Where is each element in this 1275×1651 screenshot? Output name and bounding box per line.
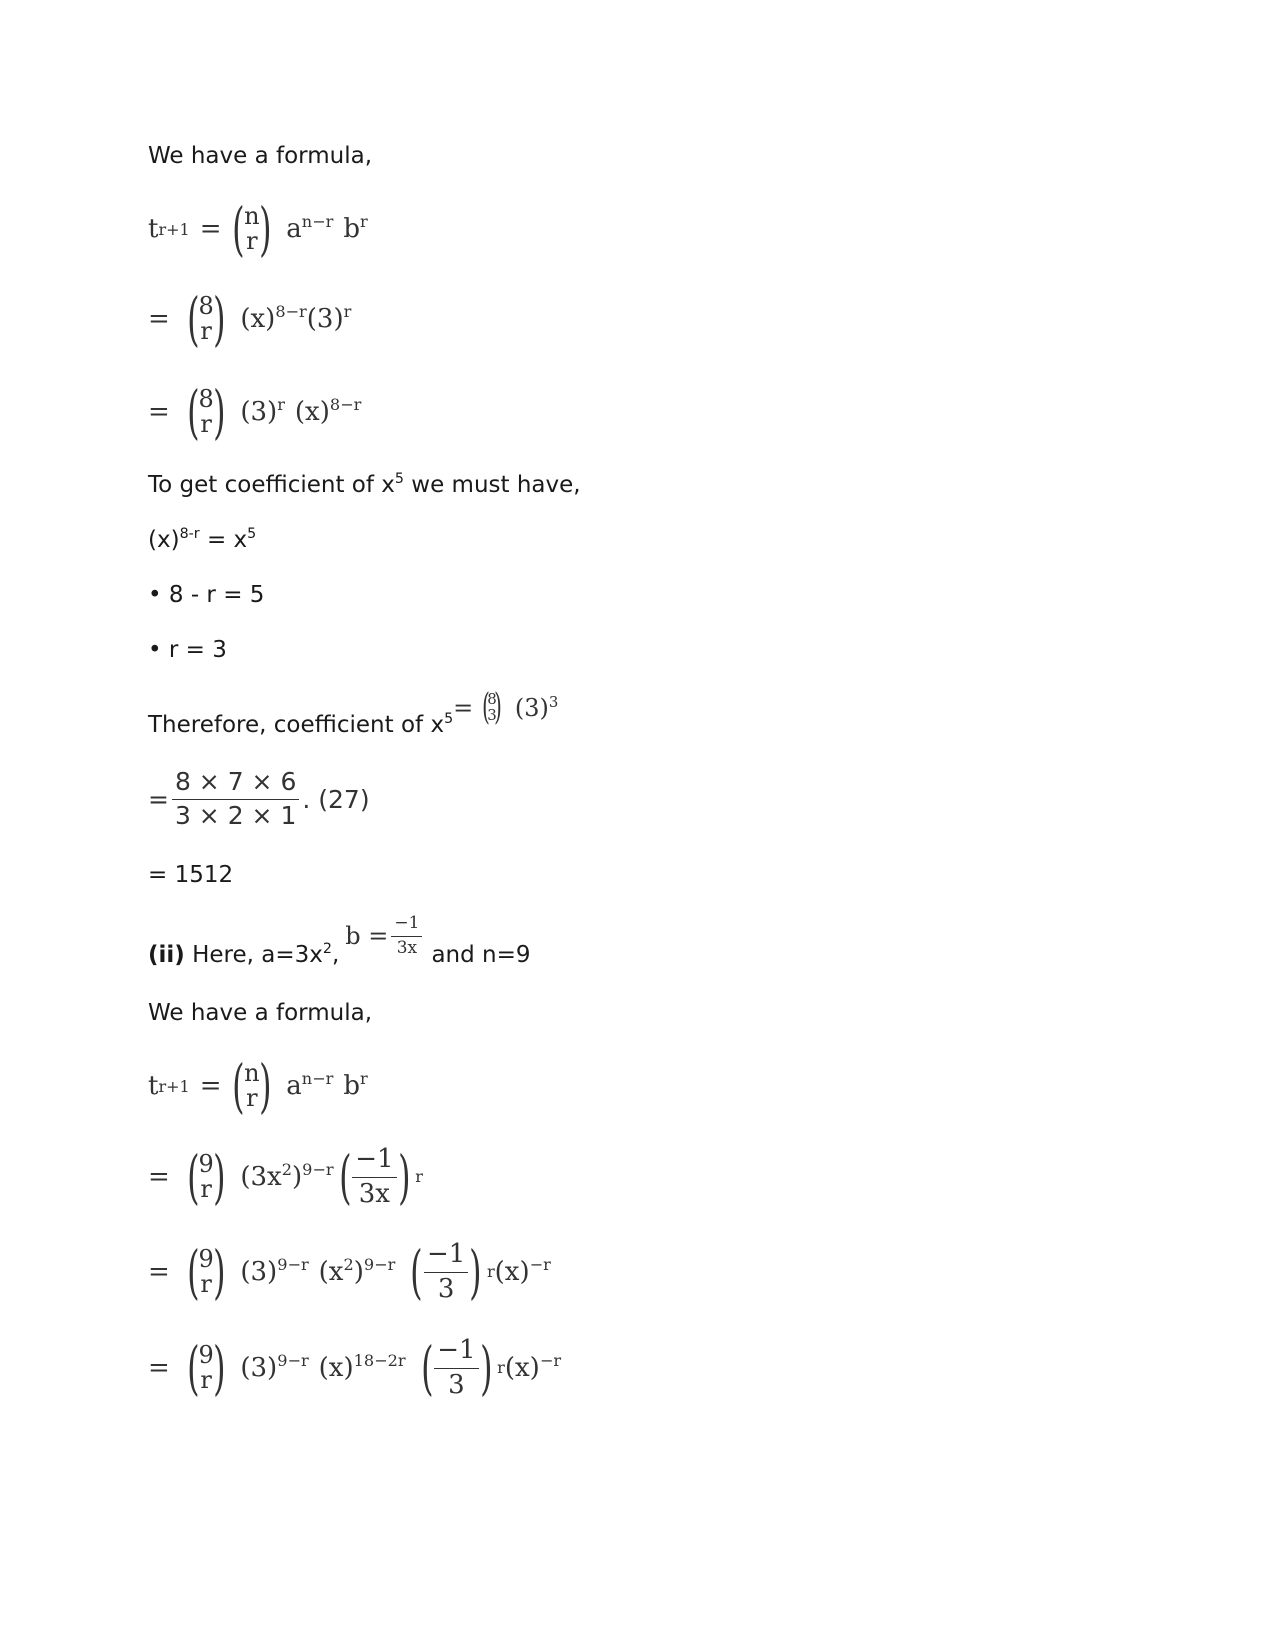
binomial-8-r: ( 8 r ) — [186, 285, 226, 353]
result-value: = 1512 — [148, 862, 234, 888]
part-ii-setup: (ii) Here, $a=3x^2$, b = $\frac{-1}{3x}$ and n=9 — [148, 913, 531, 969]
general-term-formula-2: t r+1 = ( n r ) $a^{n-r}$ $b^r$ — [148, 1052, 368, 1120]
x-power: $(x)^{8-r}$ — [240, 302, 307, 334]
equals-sign: = — [199, 214, 222, 244]
fraction-denominator: 3 × 2 × 1 — [174, 800, 297, 830]
binomial-n-r: ( n r ) — [232, 195, 272, 263]
binomial-9-r: ( 9 r ) — [186, 1143, 226, 1212]
three-cubed: $(3)^3$ — [514, 692, 559, 722]
expansion-step-5: = ( 9 r ) $(3)^{9-r}$ $(x)^{18-2r}$ ( $\frac{-1}{3}$ ) r $(x)^{-r}$ — [148, 1334, 562, 1403]
formula-intro-2: We have a formula, — [148, 1000, 373, 1026]
binom-bottom: r — [246, 227, 258, 255]
expansion-step-4: = ( 9 r ) $(3)^{9-r}$ $(x^2)^{9-r}$ ( $\frac{-1}{3}$ ) r $(x)^{-r}$ — [148, 1238, 551, 1307]
equals-sign: = — [148, 784, 169, 814]
times-27: . (27) — [302, 784, 370, 814]
binomial-n-r: ( n r ) — [232, 1052, 272, 1120]
binomial-8-3: ( 8 3 ) — [482, 687, 502, 728]
binom-top: n — [244, 201, 260, 230]
formula-intro-1: We have a formula, — [148, 143, 373, 169]
three-power: $(3)^r$ — [240, 395, 285, 427]
a-term: $a^{n-r}$ — [286, 212, 334, 244]
part-label: (ii) — [148, 942, 185, 969]
expansion-step-3: = ( 9 r ) $(3x^2)^{9-r}$ ( $\frac{-1}{3x}$ ) r — [148, 1143, 423, 1212]
fraction — [172, 768, 299, 831]
equals-sign: = — [453, 694, 474, 722]
power-equation: $(x)^{8-r} = x^5$ — [148, 526, 257, 553]
expansion-step-1 — [148, 285, 352, 353]
equals-sign: = — [148, 304, 170, 334]
b-term: $b^r$ — [343, 212, 368, 244]
t-subscript: r+1 — [158, 219, 190, 239]
general-term-formula-1 — [148, 195, 368, 263]
therefore-line: Therefore, coefficient of $x^5$ = ( 8 3 ) $(3)^3$ — [148, 687, 559, 738]
three-x-squared-power: $(3x^2)^{9-r}$ — [240, 1160, 334, 1193]
fraction-numerator: 8 × 7 × 6 — [172, 768, 299, 800]
equals-sign: = — [148, 397, 170, 427]
bullet-step-1: • 8 - r = 5 — [148, 582, 265, 608]
b-definition: b = $\frac{-1}{3x}$ — [345, 914, 425, 958]
expansion-step-2 — [148, 378, 362, 446]
coefficient-fraction — [148, 768, 370, 831]
bullet-step-2: • r = 3 — [148, 637, 227, 663]
binomial-9-r: ( 9 r ) — [186, 1238, 226, 1307]
x-power: $(x)^{8-r}$ — [294, 395, 362, 427]
coefficient-intro: To get coefficient of $x^5$ we must have, — [148, 471, 581, 498]
t-symbol: t — [148, 214, 159, 244]
binomial-8-r: ( 8 r ) — [186, 378, 226, 446]
three-power: $(3)^r$ — [306, 302, 352, 334]
binomial-9-r: ( 9 r ) — [186, 1334, 226, 1403]
